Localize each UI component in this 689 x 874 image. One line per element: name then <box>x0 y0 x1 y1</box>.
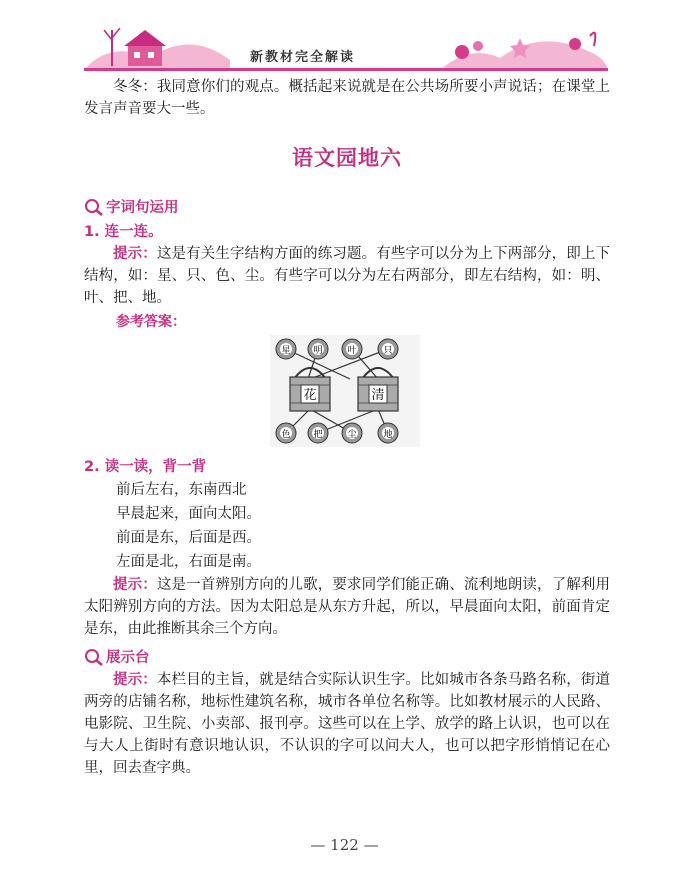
poem-line: 早晨起来，面向太阳。 <box>116 506 261 522</box>
page-header <box>0 0 689 80</box>
hint-text: 这是一首辨别方向的儿歌，要求同学们能正确、流利地朗读，了解利用太阳辨别方向的方法。因为太阳总是从东方升起，所以，早晨面向太阳，前面肯定是东，由此推断其余三个方向。 <box>84 577 611 637</box>
page-title: 语文园地六 <box>292 146 402 170</box>
section-label: 字词句运用 <box>106 200 179 216</box>
hint-text: 本栏目的主旨，就是结合实际认识生字。比如城市各条马路名称，街道两旁的店铺名称，地标性建筑名称，城市各单位名称等。比如教材展示的人民路、电影院、卫生院、小卖部、报刊亭。这些可以在上学、放学的路上认识，也可以在与大人上街时有意识地认识，不认识的字可以问大人，也可以把字形悄悄记在心里，回去查字典。 <box>84 672 611 776</box>
apple-char: 只 <box>383 346 393 356</box>
section-heading <box>84 646 610 667</box>
bubble-icon <box>455 45 469 59</box>
hint-paragraph <box>84 669 610 779</box>
hint-label: 提示： <box>113 672 157 688</box>
house-icon <box>124 30 166 66</box>
apple-char: 星 <box>281 346 291 356</box>
basket-char: 清 <box>371 388 385 403</box>
apple-char: 地 <box>383 430 393 440</box>
hint-paragraph <box>84 574 610 640</box>
question-title: 2. 读一读，背一背 <box>84 459 207 475</box>
swirl-icon <box>590 33 595 46</box>
question-title: 1. 连一连。 <box>84 224 163 240</box>
header-title: 新教材完全解读 <box>250 50 356 65</box>
magnifier-icon <box>84 648 104 666</box>
apple-char: 把 <box>313 430 323 440</box>
apple-char: 叶 <box>347 346 357 356</box>
apple-char: 尘 <box>347 430 357 440</box>
poem-line: 前后左右，东南西北 <box>116 482 247 498</box>
apple-char: 色 <box>281 430 291 440</box>
hint-paragraph <box>84 243 610 309</box>
header-rule <box>84 68 608 71</box>
section-label: 展示台 <box>106 650 150 666</box>
basket-char: 花 <box>303 388 317 403</box>
poem-line: 左面是北，右面是南。 <box>116 554 261 570</box>
hint-text: 这是有关生字结构方面的练习题。有些字可以分为上下两部分，即上下结构，如：星、只、色、尘。有些字可以分为左右两部分，即左右结构，如：明、叶、把、地。 <box>84 246 611 306</box>
intro-paragraph: 冬冬：我同意你们的观点。概括起来说就是在公共场所要小声说话；在课堂上发言声音要大一些。 <box>84 79 610 117</box>
page-number: — 122 — <box>310 836 379 854</box>
hint-label: 提示： <box>113 577 157 593</box>
poem <box>116 478 610 574</box>
answer-label: 参考答案： <box>116 314 186 330</box>
bubble-icon <box>473 41 483 51</box>
matching-diagram <box>270 335 420 447</box>
section-heading <box>84 196 610 217</box>
magnifier-icon <box>84 198 104 216</box>
poem-line: 前面是东，后面是西。 <box>116 530 261 546</box>
hint-label: 提示： <box>113 246 157 262</box>
bubble-icon <box>569 38 581 50</box>
page-content <box>84 76 610 779</box>
apple-char: 明 <box>313 346 323 356</box>
